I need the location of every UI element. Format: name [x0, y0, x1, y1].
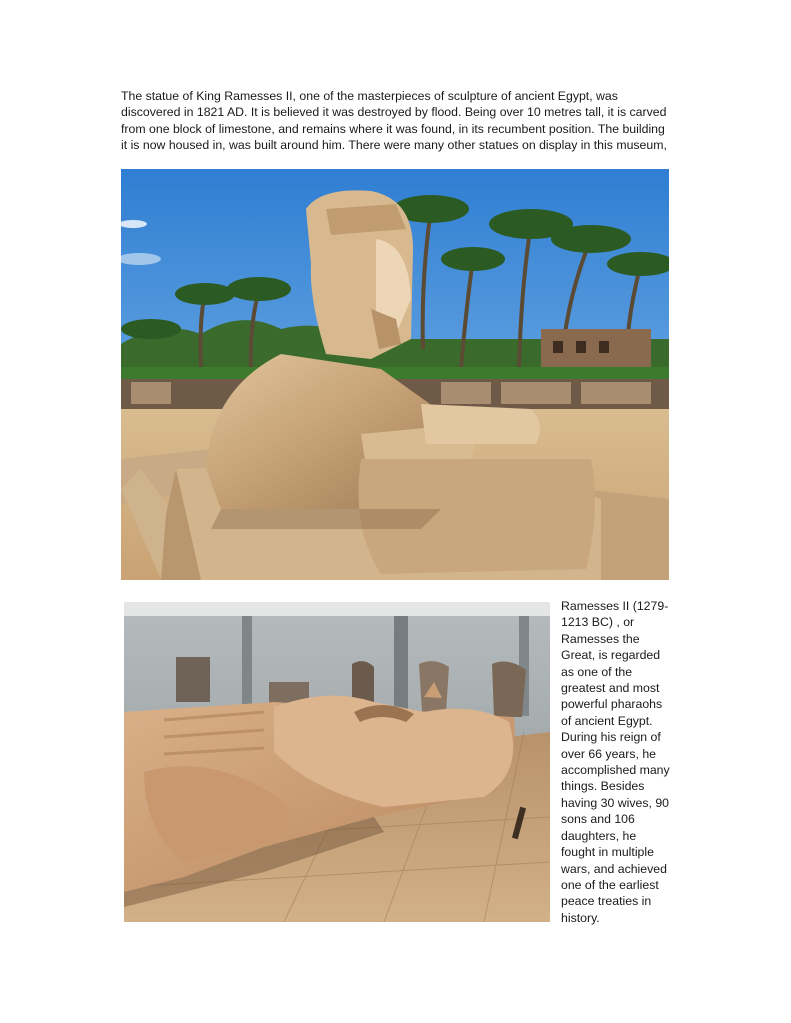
ramesses-colossus-photo: [124, 602, 550, 922]
sphinx-photo: [121, 169, 669, 580]
intro-paragraph: The statue of King Ramesses II, one of the masterpieces of sculpture of ancient Egypt, was discovered in 1821 AD. It is believed it was destroyed by flood. Being over 10 metres tall, it is carved from one block of limestone, and remains where it was found, in its recumbent position. The building it is now housed in, was built around him. There were many other statues on display in this museum,: [121, 89, 667, 153]
side-paragraph: Ramesses II (1279-1213 BC) , or Ramesses the Great, is regarded as one of the greatest and most powerful pharaohs of ancient Egypt. During his reign of over 66 years, he accomplished many things. Besides having 30 wives, 90 sons and 106 daughters, he fought in multiple wars, and achieved one of the earliest peace treaties in history.: [561, 599, 670, 925]
